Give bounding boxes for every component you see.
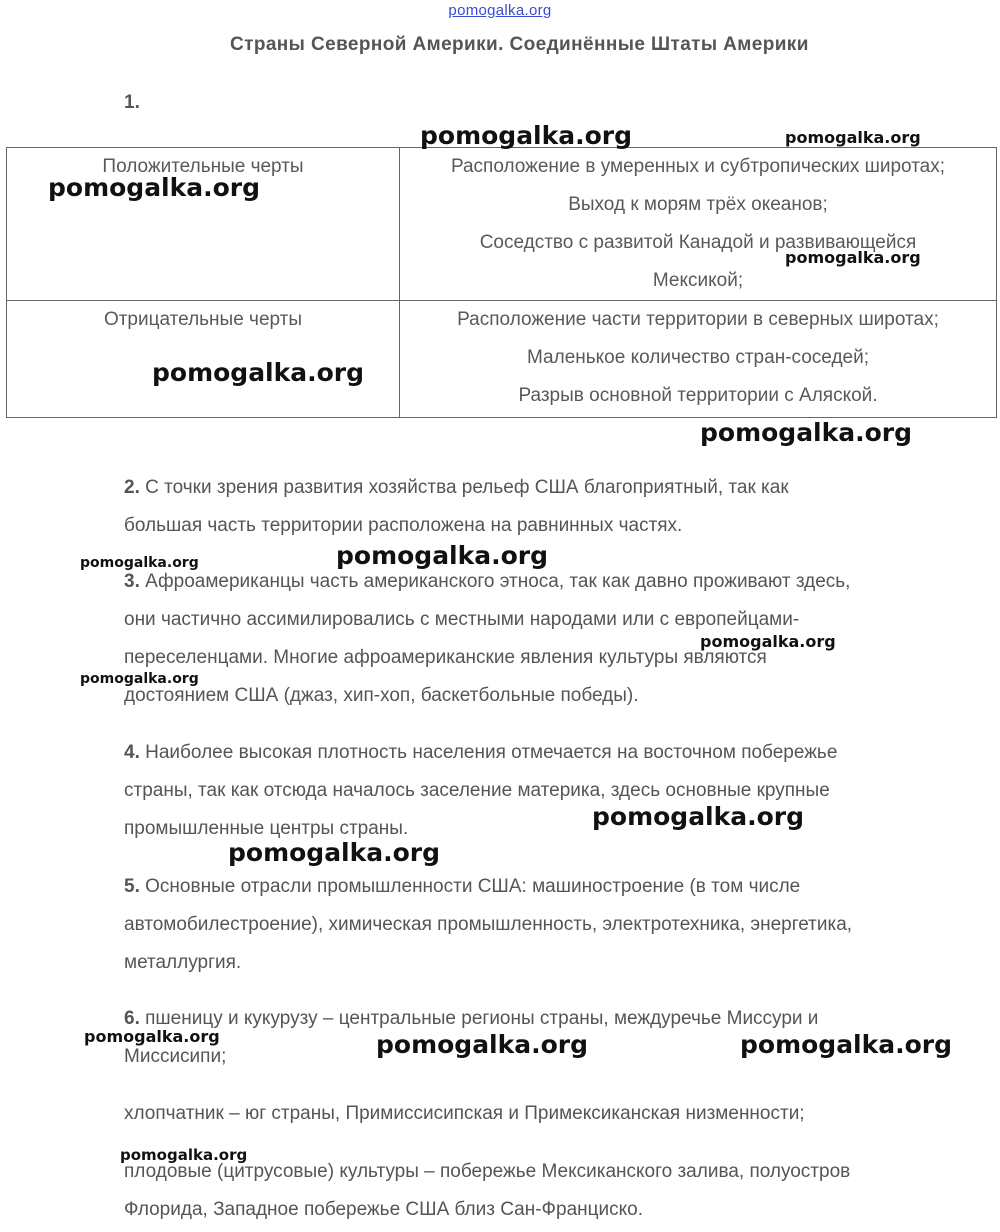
answer-line <box>124 563 984 601</box>
negative-traits-cell <box>400 301 997 418</box>
watermark: pomogalka.org <box>420 121 633 150</box>
answer-line: промышленные центры страны. <box>124 818 409 839</box>
watermark: pomogalka.org <box>120 1146 248 1164</box>
answer-line: достоянием США (джаз, хип-хоп, баскетбольные победы). <box>124 685 639 706</box>
answer-line: металлургия. <box>124 952 242 973</box>
watermark: pomogalka.org <box>48 173 261 202</box>
answer-line: Миссисипи; <box>124 1046 227 1067</box>
answer-6-fruit <box>124 1153 984 1229</box>
cell-line: Разрыв основной территории с Аляской. <box>518 385 878 406</box>
answer-line <box>124 868 984 906</box>
answer-line <box>124 469 984 507</box>
watermark: pomogalka.org <box>80 671 199 687</box>
answer-line: автомобилестроение), химическая промышленность, электротехника, энергетика, <box>124 914 853 935</box>
watermark: pomogalka.org <box>740 1030 953 1059</box>
answer-text: Афроамериканцы часть американского этноса, так как давно проживают здесь, <box>145 571 851 592</box>
watermark: pomogalka.org <box>785 248 921 267</box>
watermark: pomogalka.org <box>376 1030 589 1059</box>
answer-line: Флорида, Западное побережье США близ Сан-Франциско. <box>124 1199 643 1220</box>
positive-traits-label: Положительные черты <box>7 148 400 301</box>
answer-5 <box>124 868 984 982</box>
site-link[interactable]: pomogalka.org <box>448 2 552 19</box>
answer-number: 5. <box>124 876 140 897</box>
cell-line: Мексикой; <box>652 270 744 291</box>
answer-2 <box>124 469 984 545</box>
watermark: pomogalka.org <box>80 555 199 571</box>
cell-line: Расположение в умеренных и субтропических широтах; <box>450 156 946 177</box>
page-title: Страны Северной Америки. Соединённые Штаты Америки <box>230 34 809 55</box>
answer-number: 4. <box>124 742 140 763</box>
cell-line: Соседство с развитой Канадой и развивающейся <box>479 232 917 253</box>
positive-traits-cell <box>400 148 997 301</box>
answer-line <box>124 734 984 772</box>
watermark: pomogalka.org <box>700 632 836 651</box>
negative-traits-label: Отрицательные черты <box>7 301 400 418</box>
answer-text: пшеницу и кукурузу – центральные регионы страны, междуречье Миссури и <box>145 1008 819 1029</box>
answer-text: С точки зрения развития хозяйства рельеф США благоприятный, так как <box>145 477 789 498</box>
answer-line: переселенцами. Многие афроамериканские явления культуры являются <box>124 647 767 668</box>
question-1-number: 1. <box>124 92 140 113</box>
cell-line: Маленькое количество стран-соседей; <box>527 347 869 368</box>
watermark: pomogalka.org <box>152 358 365 387</box>
answer-number: 6. <box>124 1008 140 1029</box>
answer-3 <box>124 563 984 715</box>
answer-line: страны, так как отсюда началось заселение материка, здесь основные крупные <box>124 780 830 801</box>
watermark: pomogalka.org <box>700 418 913 447</box>
watermark: pomogalka.org <box>592 802 805 831</box>
answer-4 <box>124 734 984 848</box>
answer-line: плодовые (цитрусовые) культуры – побережье Мексиканского залива, полуостров <box>124 1161 851 1182</box>
answer-number: 3. <box>124 571 140 592</box>
watermark: pomogalka.org <box>785 128 921 147</box>
watermark: pomogalka.org <box>84 1027 220 1046</box>
answer-text: Наиболее высокая плотность населения отмечается на восточном побережье <box>145 742 838 763</box>
answer-line: они частично ассимилировались с местными народами или с европейцами- <box>124 609 800 630</box>
watermark: pomogalka.org <box>228 838 441 867</box>
cell-line: Выход к морям трёх океанов; <box>568 194 828 215</box>
cell-line: Расположение части территории в северных широтах; <box>457 309 939 330</box>
watermark: pomogalka.org <box>336 541 549 570</box>
answer-6-cotton <box>124 1095 984 1133</box>
table-row <box>7 148 997 301</box>
answer-text: Основные отрасли промышленности США: машиностроение (в том числе <box>145 876 801 897</box>
answer-line: хлопчатник – юг страны, Примиссисипская и Примексиканская низменности; <box>124 1103 805 1124</box>
answer-line: большая часть территории расположена на равнинных частях. <box>124 515 683 536</box>
answer-number: 2. <box>124 477 140 498</box>
